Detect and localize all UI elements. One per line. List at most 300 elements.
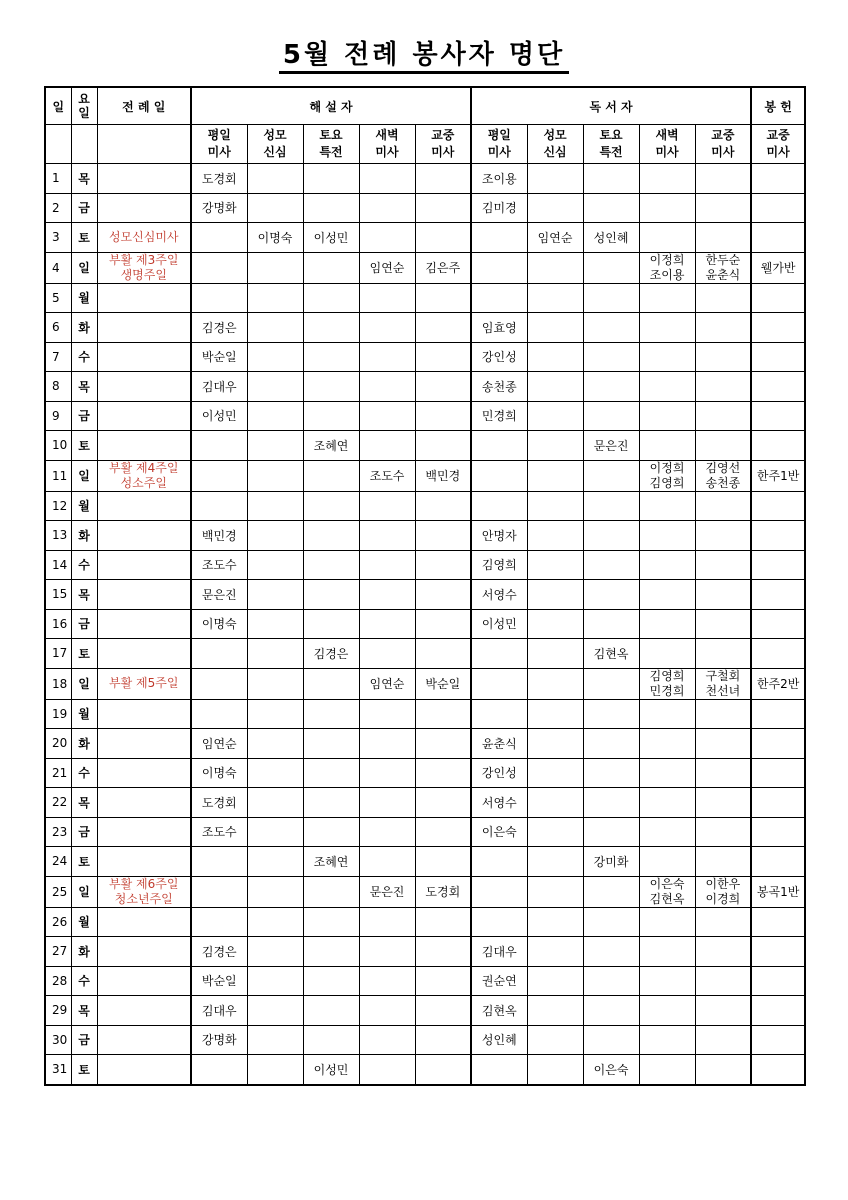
- cell-reader-marian: [527, 521, 583, 551]
- cell-liturgy: 부활 제4주일 성소주일: [97, 460, 191, 491]
- cell-reader-main: [695, 580, 751, 610]
- cell-commentator-marian: [247, 372, 303, 402]
- cell-reader-marian: [527, 788, 583, 818]
- cell-liturgy: [97, 164, 191, 194]
- cell-reader-weekday: 강인성: [471, 342, 527, 372]
- cell-commentator-dawn: [359, 966, 415, 996]
- cell-reader-marian: [527, 817, 583, 847]
- cell-reader-main: [695, 937, 751, 967]
- cell-reader-weekday: 김대우: [471, 937, 527, 967]
- cell-commentator-weekday: 백민경: [191, 521, 247, 551]
- cell-commentator-weekday: 박순일: [191, 342, 247, 372]
- cell-commentator-main: [415, 966, 471, 996]
- cell-day: 29: [45, 996, 71, 1026]
- cell-liturgy: [97, 372, 191, 402]
- cell-reader-saturday: [583, 876, 639, 907]
- cell-commentator-main: [415, 491, 471, 521]
- cell-liturgy: [97, 342, 191, 372]
- table-row: [45, 1025, 805, 1055]
- header-sub-empty: [45, 125, 71, 164]
- cell-commentator-saturday: 조혜연: [303, 847, 359, 877]
- cell-reader-saturday: [583, 313, 639, 343]
- table-row: [45, 729, 805, 759]
- header-sub-offering-1: 교중 미사: [751, 125, 805, 164]
- cell-reader-saturday: 김현옥: [583, 639, 639, 669]
- cell-commentator-weekday: [191, 491, 247, 521]
- cell-reader-weekday: 민경희: [471, 401, 527, 431]
- cell-commentator-saturday: [303, 283, 359, 313]
- cell-weekday: 일: [71, 876, 97, 907]
- cell-commentator-weekday: 박순일: [191, 966, 247, 996]
- cell-reader-dawn: [639, 342, 695, 372]
- cell-weekday: 토: [71, 223, 97, 253]
- cell-commentator-main: [415, 401, 471, 431]
- cell-commentator-saturday: [303, 521, 359, 551]
- cell-weekday: 목: [71, 580, 97, 610]
- table-row: [45, 758, 805, 788]
- cell-day: 14: [45, 550, 71, 580]
- cell-reader-dawn: 이은숙 김현옥: [639, 876, 695, 907]
- cell-weekday: 월: [71, 283, 97, 313]
- cell-day: 1: [45, 164, 71, 194]
- cell-weekday: 목: [71, 372, 97, 402]
- cell-reader-main: [695, 758, 751, 788]
- cell-reader-main: 이한우 이경희: [695, 876, 751, 907]
- cell-offering-main: [751, 283, 805, 313]
- cell-commentator-marian: [247, 313, 303, 343]
- cell-reader-main: [695, 1025, 751, 1055]
- cell-weekday: 금: [71, 609, 97, 639]
- cell-commentator-saturday: [303, 164, 359, 194]
- cell-commentator-weekday: [191, 876, 247, 907]
- cell-commentator-weekday: [191, 668, 247, 699]
- cell-commentator-dawn: [359, 937, 415, 967]
- header-sub-empty: [71, 125, 97, 164]
- cell-day: 15: [45, 580, 71, 610]
- cell-commentator-marian: [247, 729, 303, 759]
- cell-offering-main: [751, 164, 805, 194]
- cell-reader-weekday: 김현옥: [471, 996, 527, 1026]
- cell-offering-main: [751, 907, 805, 937]
- cell-commentator-marian: [247, 460, 303, 491]
- cell-offering-main: [751, 342, 805, 372]
- cell-commentator-weekday: 강명화: [191, 193, 247, 223]
- cell-commentator-main: [415, 996, 471, 1026]
- cell-commentator-weekday: 김경은: [191, 937, 247, 967]
- cell-commentator-main: [415, 699, 471, 729]
- cell-reader-dawn: [639, 788, 695, 818]
- cell-commentator-marian: [247, 758, 303, 788]
- cell-reader-weekday: [471, 907, 527, 937]
- cell-commentator-dawn: [359, 1025, 415, 1055]
- cell-reader-saturday: [583, 342, 639, 372]
- cell-reader-marian: [527, 372, 583, 402]
- cell-commentator-weekday: 도경회: [191, 788, 247, 818]
- cell-day: 11: [45, 460, 71, 491]
- cell-weekday: 일: [71, 252, 97, 283]
- cell-day: 31: [45, 1055, 71, 1085]
- cell-reader-dawn: [639, 283, 695, 313]
- header-sub-commentator-1: 평일 미사: [191, 125, 247, 164]
- header-sub-reader-5: 교중 미사: [695, 125, 751, 164]
- cell-weekday: 금: [71, 817, 97, 847]
- cell-reader-main: [695, 401, 751, 431]
- cell-commentator-weekday: 이명숙: [191, 609, 247, 639]
- cell-commentator-main: [415, 817, 471, 847]
- cell-commentator-marian: [247, 283, 303, 313]
- cell-commentator-dawn: [359, 342, 415, 372]
- cell-commentator-dawn: [359, 699, 415, 729]
- cell-reader-weekday: [471, 252, 527, 283]
- cell-liturgy: [97, 283, 191, 313]
- cell-day: 22: [45, 788, 71, 818]
- cell-commentator-marian: [247, 788, 303, 818]
- cell-reader-marian: [527, 460, 583, 491]
- cell-reader-marian: [527, 431, 583, 461]
- cell-commentator-main: [415, 1055, 471, 1085]
- cell-offering-main: [751, 1055, 805, 1085]
- cell-commentator-dawn: [359, 401, 415, 431]
- cell-weekday: 수: [71, 550, 97, 580]
- cell-reader-marian: [527, 937, 583, 967]
- cell-reader-marian: [527, 966, 583, 996]
- cell-commentator-weekday: [191, 431, 247, 461]
- cell-reader-saturday: 문은진: [583, 431, 639, 461]
- cell-commentator-saturday: [303, 758, 359, 788]
- table-row: [45, 223, 805, 253]
- cell-commentator-main: 박순일: [415, 668, 471, 699]
- cell-reader-main: [695, 907, 751, 937]
- cell-commentator-saturday: [303, 460, 359, 491]
- cell-day: 27: [45, 937, 71, 967]
- cell-offering-main: [751, 550, 805, 580]
- cell-offering-main: [751, 788, 805, 818]
- cell-commentator-weekday: [191, 847, 247, 877]
- table-row: [45, 401, 805, 431]
- cell-liturgy: [97, 550, 191, 580]
- cell-commentator-marian: 이명숙: [247, 223, 303, 253]
- cell-commentator-saturday: [303, 668, 359, 699]
- cell-liturgy: [97, 966, 191, 996]
- cell-commentator-marian: [247, 580, 303, 610]
- header-sub-reader-3: 토요 특전: [583, 125, 639, 164]
- cell-offering-main: [751, 996, 805, 1026]
- table-row: [45, 460, 805, 491]
- cell-liturgy: [97, 699, 191, 729]
- cell-commentator-saturday: [303, 966, 359, 996]
- cell-weekday: 월: [71, 491, 97, 521]
- cell-reader-saturday: [583, 252, 639, 283]
- table-row: [45, 639, 805, 669]
- header-day: 일: [45, 87, 71, 125]
- cell-reader-weekday: 임효영: [471, 313, 527, 343]
- cell-weekday: 금: [71, 1025, 97, 1055]
- cell-offering-main: 웰가반: [751, 252, 805, 283]
- header-sub-commentator-3: 토요 특전: [303, 125, 359, 164]
- header-row-main: [45, 87, 805, 125]
- cell-commentator-dawn: 조도수: [359, 460, 415, 491]
- cell-weekday: 수: [71, 342, 97, 372]
- cell-liturgy: [97, 609, 191, 639]
- header-sub-commentator-5: 교중 미사: [415, 125, 471, 164]
- cell-reader-weekday: 이은숙: [471, 817, 527, 847]
- cell-commentator-dawn: [359, 491, 415, 521]
- cell-commentator-main: [415, 521, 471, 551]
- cell-commentator-main: [415, 372, 471, 402]
- cell-offering-main: 한주2반: [751, 668, 805, 699]
- table-row: [45, 372, 805, 402]
- cell-reader-dawn: [639, 1055, 695, 1085]
- cell-commentator-dawn: [359, 193, 415, 223]
- cell-day: 18: [45, 668, 71, 699]
- cell-commentator-weekday: 도경회: [191, 164, 247, 194]
- cell-reader-main: 김영선 송천종: [695, 460, 751, 491]
- cell-reader-marian: [527, 668, 583, 699]
- cell-weekday: 화: [71, 521, 97, 551]
- cell-commentator-main: 백민경: [415, 460, 471, 491]
- cell-commentator-weekday: 임연순: [191, 729, 247, 759]
- cell-weekday: 월: [71, 907, 97, 937]
- cell-commentator-main: [415, 164, 471, 194]
- cell-reader-marian: [527, 609, 583, 639]
- cell-commentator-saturday: [303, 491, 359, 521]
- table-row: [45, 817, 805, 847]
- table-row: [45, 907, 805, 937]
- cell-liturgy: [97, 996, 191, 1026]
- table-row: [45, 313, 805, 343]
- header-offering: 봉 헌: [751, 87, 805, 125]
- cell-reader-weekday: [471, 847, 527, 877]
- table-row: [45, 996, 805, 1026]
- cell-reader-marian: [527, 252, 583, 283]
- cell-commentator-main: [415, 313, 471, 343]
- header-sub-reader-4: 새벽 미사: [639, 125, 695, 164]
- cell-commentator-dawn: [359, 788, 415, 818]
- cell-reader-dawn: [639, 758, 695, 788]
- cell-reader-dawn: [639, 223, 695, 253]
- cell-reader-marian: [527, 193, 583, 223]
- cell-day: 7: [45, 342, 71, 372]
- cell-reader-main: [695, 966, 751, 996]
- cell-commentator-weekday: 조도수: [191, 550, 247, 580]
- cell-day: 30: [45, 1025, 71, 1055]
- cell-offering-main: [751, 223, 805, 253]
- cell-commentator-saturday: 이성민: [303, 1055, 359, 1085]
- cell-day: 25: [45, 876, 71, 907]
- cell-reader-dawn: [639, 996, 695, 1026]
- table-row: [45, 193, 805, 223]
- cell-commentator-marian: [247, 252, 303, 283]
- cell-reader-marian: [527, 580, 583, 610]
- cell-day: 9: [45, 401, 71, 431]
- header-sub-empty: [97, 125, 191, 164]
- cell-liturgy: [97, 758, 191, 788]
- cell-commentator-weekday: 문은진: [191, 580, 247, 610]
- cell-reader-dawn: [639, 1025, 695, 1055]
- cell-liturgy: [97, 431, 191, 461]
- cell-offering-main: [751, 372, 805, 402]
- cell-liturgy: 부활 제3주일 생명주일: [97, 252, 191, 283]
- cell-commentator-dawn: 임연순: [359, 252, 415, 283]
- cell-reader-weekday: [471, 699, 527, 729]
- table-row: [45, 521, 805, 551]
- cell-commentator-saturday: [303, 1025, 359, 1055]
- cell-commentator-marian: [247, 907, 303, 937]
- table-row: [45, 342, 805, 372]
- cell-reader-main: 구철회 천선녀: [695, 668, 751, 699]
- cell-weekday: 화: [71, 313, 97, 343]
- cell-commentator-main: 김은주: [415, 252, 471, 283]
- cell-commentator-main: [415, 758, 471, 788]
- cell-reader-weekday: [471, 639, 527, 669]
- cell-reader-saturday: [583, 699, 639, 729]
- cell-reader-weekday: 조이용: [471, 164, 527, 194]
- cell-liturgy: [97, 1025, 191, 1055]
- cell-liturgy: [97, 1055, 191, 1085]
- cell-reader-saturday: [583, 283, 639, 313]
- cell-reader-main: [695, 609, 751, 639]
- cell-offering-main: [751, 580, 805, 610]
- cell-reader-saturday: [583, 1025, 639, 1055]
- cell-commentator-saturday: 조혜연: [303, 431, 359, 461]
- cell-commentator-saturday: [303, 996, 359, 1026]
- cell-commentator-marian: [247, 876, 303, 907]
- cell-reader-main: [695, 521, 751, 551]
- cell-reader-main: [695, 729, 751, 759]
- table-row: [45, 550, 805, 580]
- cell-weekday: 토: [71, 1055, 97, 1085]
- cell-reader-marian: [527, 313, 583, 343]
- header-row-sub: [45, 125, 805, 164]
- cell-reader-saturday: [583, 580, 639, 610]
- cell-commentator-marian: [247, 1055, 303, 1085]
- table-row: [45, 966, 805, 996]
- table-row: [45, 847, 805, 877]
- cell-reader-saturday: [583, 668, 639, 699]
- cell-offering-main: [751, 1025, 805, 1055]
- cell-reader-weekday: 성인혜: [471, 1025, 527, 1055]
- cell-day: 3: [45, 223, 71, 253]
- cell-commentator-weekday: [191, 639, 247, 669]
- header-weekday-text: 요일: [78, 91, 90, 120]
- cell-reader-main: [695, 788, 751, 818]
- cell-reader-dawn: [639, 699, 695, 729]
- cell-offering-main: [751, 847, 805, 877]
- cell-reader-main: [695, 283, 751, 313]
- cell-reader-main: [695, 1055, 751, 1085]
- cell-reader-marian: [527, 283, 583, 313]
- cell-commentator-main: [415, 788, 471, 818]
- cell-offering-main: [751, 313, 805, 343]
- cell-weekday: 화: [71, 729, 97, 759]
- cell-day: 21: [45, 758, 71, 788]
- cell-weekday: 월: [71, 699, 97, 729]
- cell-commentator-marian: [247, 996, 303, 1026]
- header-reader: 독 서 자: [471, 87, 751, 125]
- cell-day: 23: [45, 817, 71, 847]
- cell-reader-dawn: [639, 372, 695, 402]
- cell-commentator-main: [415, 431, 471, 461]
- cell-commentator-weekday: [191, 252, 247, 283]
- table-row: [45, 699, 805, 729]
- cell-reader-marian: [527, 491, 583, 521]
- cell-reader-dawn: [639, 491, 695, 521]
- cell-commentator-main: [415, 283, 471, 313]
- cell-reader-main: [695, 817, 751, 847]
- cell-commentator-saturday: [303, 550, 359, 580]
- header-sub-reader-1: 평일 미사: [471, 125, 527, 164]
- cell-liturgy: [97, 907, 191, 937]
- cell-reader-weekday: [471, 491, 527, 521]
- cell-reader-marian: [527, 876, 583, 907]
- cell-commentator-dawn: [359, 521, 415, 551]
- cell-liturgy: [97, 847, 191, 877]
- cell-reader-saturday: [583, 817, 639, 847]
- cell-reader-weekday: 윤춘식: [471, 729, 527, 759]
- cell-reader-main: [695, 491, 751, 521]
- cell-commentator-main: [415, 609, 471, 639]
- cell-commentator-dawn: 임연순: [359, 668, 415, 699]
- cell-reader-weekday: [471, 1055, 527, 1085]
- cell-commentator-marian: [247, 609, 303, 639]
- cell-reader-marian: [527, 699, 583, 729]
- cell-reader-dawn: [639, 729, 695, 759]
- cell-day: 5: [45, 283, 71, 313]
- cell-commentator-saturday: [303, 699, 359, 729]
- cell-liturgy: [97, 491, 191, 521]
- cell-commentator-weekday: 이명숙: [191, 758, 247, 788]
- cell-commentator-main: [415, 729, 471, 759]
- cell-reader-main: [695, 342, 751, 372]
- cell-commentator-weekday: [191, 699, 247, 729]
- cell-reader-saturday: [583, 372, 639, 402]
- cell-commentator-marian: [247, 639, 303, 669]
- cell-commentator-dawn: [359, 283, 415, 313]
- schedule-table: [44, 86, 806, 1086]
- header-liturgy: 전 례 일: [97, 87, 191, 125]
- cell-reader-weekday: [471, 876, 527, 907]
- cell-liturgy: [97, 639, 191, 669]
- cell-day: 12: [45, 491, 71, 521]
- cell-weekday: 토: [71, 639, 97, 669]
- cell-commentator-marian: [247, 431, 303, 461]
- cell-weekday: 목: [71, 996, 97, 1026]
- cell-reader-weekday: 권순연: [471, 966, 527, 996]
- cell-commentator-marian: [247, 521, 303, 551]
- cell-reader-saturday: [583, 460, 639, 491]
- cell-commentator-saturday: [303, 580, 359, 610]
- cell-commentator-saturday: [303, 907, 359, 937]
- cell-day: 19: [45, 699, 71, 729]
- table-row: [45, 580, 805, 610]
- cell-reader-saturday: 성인혜: [583, 223, 639, 253]
- cell-commentator-main: [415, 223, 471, 253]
- cell-commentator-dawn: [359, 907, 415, 937]
- cell-weekday: 목: [71, 164, 97, 194]
- cell-weekday: 수: [71, 758, 97, 788]
- cell-reader-main: [695, 223, 751, 253]
- cell-weekday: 목: [71, 788, 97, 818]
- cell-reader-dawn: [639, 164, 695, 194]
- cell-reader-weekday: 김영희: [471, 550, 527, 580]
- cell-reader-dawn: [639, 847, 695, 877]
- cell-commentator-saturday: 김경은: [303, 639, 359, 669]
- cell-reader-weekday: 안명자: [471, 521, 527, 551]
- cell-reader-weekday: 서영수: [471, 580, 527, 610]
- cell-liturgy: [97, 729, 191, 759]
- cell-day: 8: [45, 372, 71, 402]
- cell-commentator-main: [415, 193, 471, 223]
